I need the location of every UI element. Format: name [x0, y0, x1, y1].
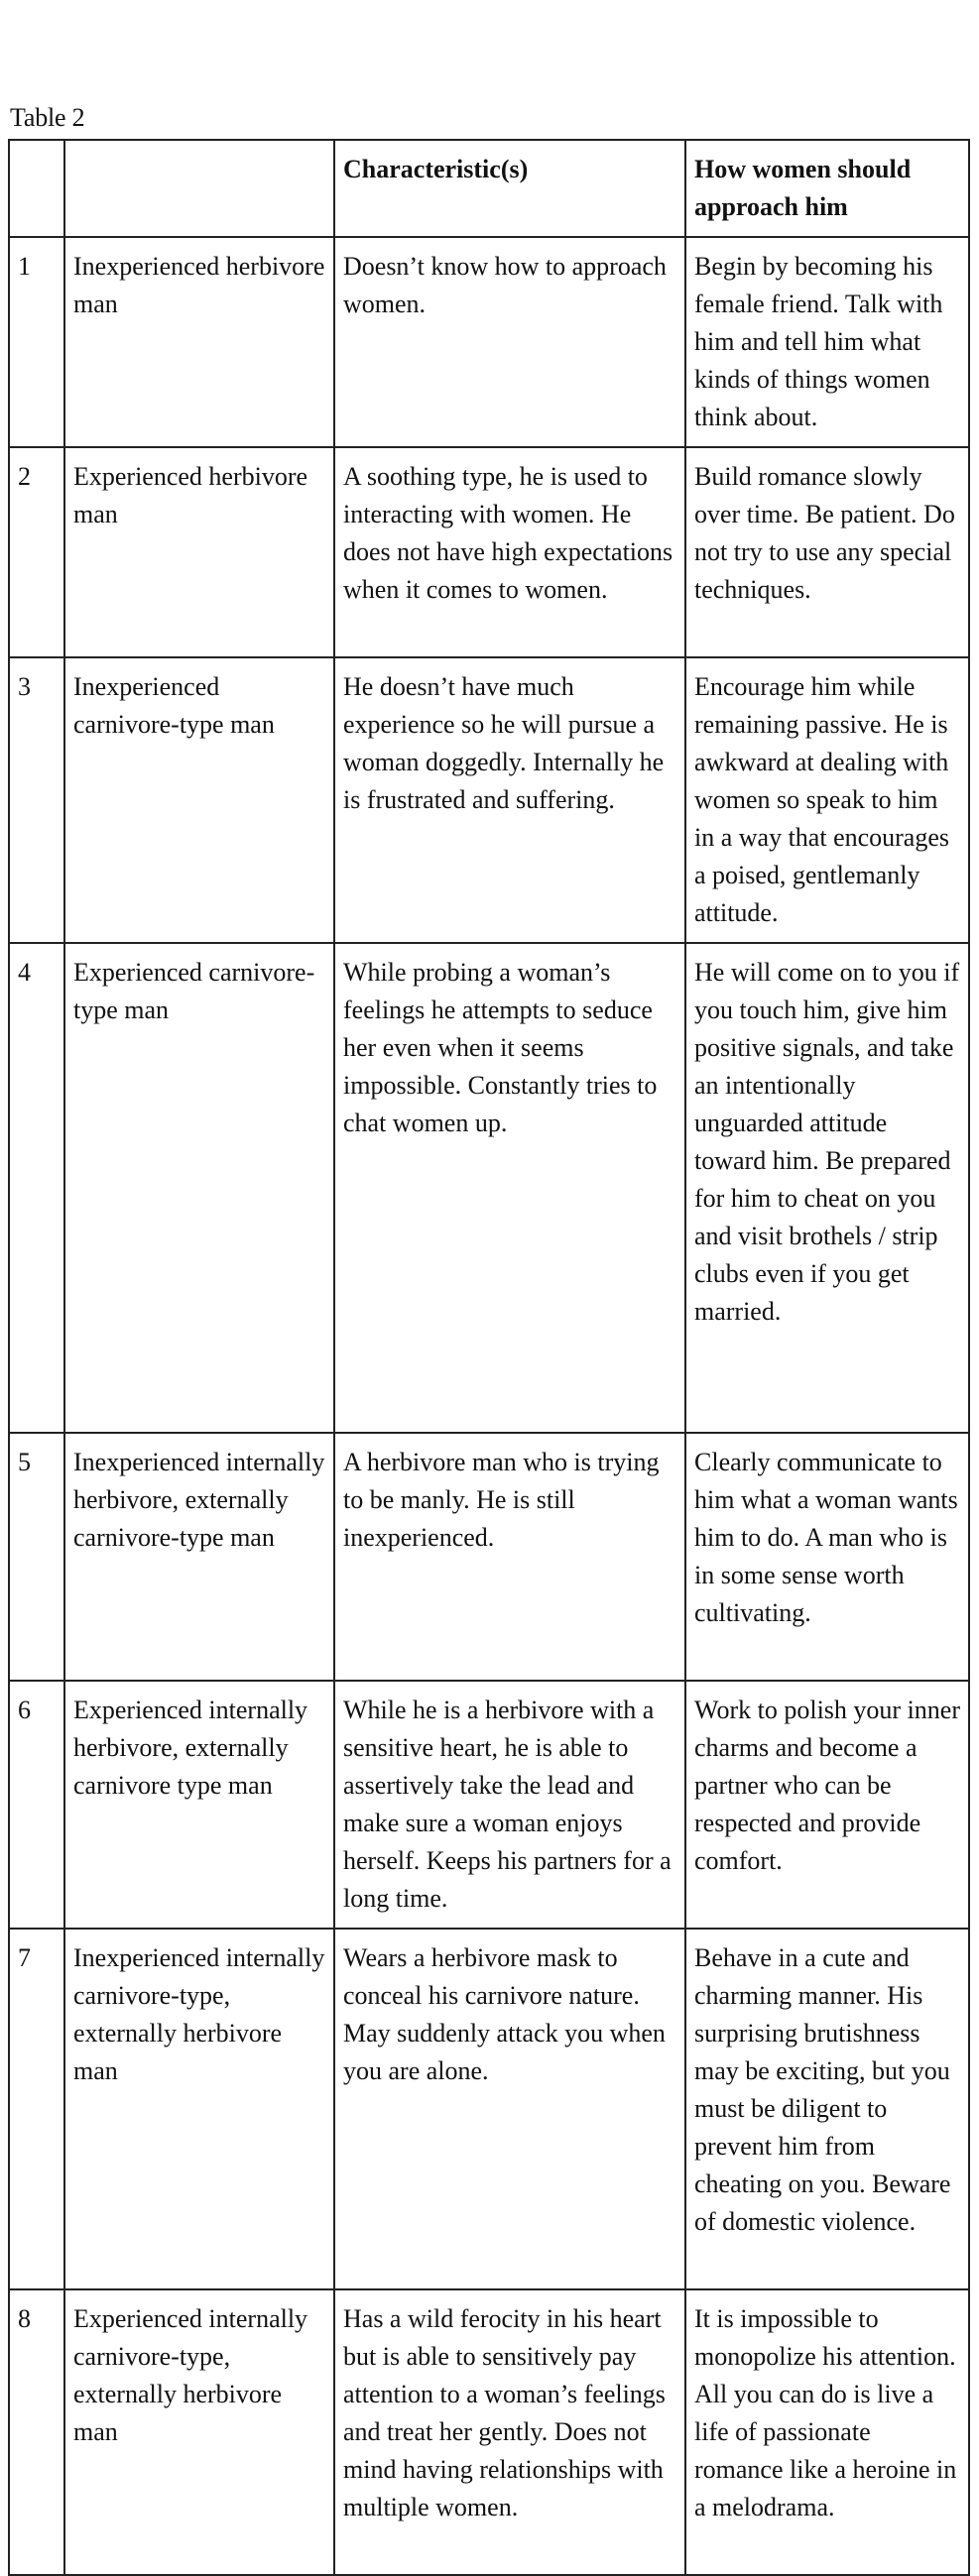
- row-characteristics: He doesn’t have much experience so he will pursue a woman doggedly. Internally he is frustrated and suffering.: [334, 657, 685, 943]
- header-type-cell: [64, 140, 334, 237]
- table-row: [9, 447, 969, 657]
- table-row: [9, 1681, 969, 1929]
- row-characteristics: While probing a woman’s feelings he attempts to seduce her even when it seems impossible. Constantly tries to chat women up.: [334, 943, 685, 1433]
- row-type: Experienced carnivore-type man: [64, 943, 334, 1433]
- row-approach: He will come on to you if you touch him, give him positive signals, and take an intentionally unguarded attitude toward him. Be prepared for him to cheat on you and visit brothels / strip clubs even if you get married.: [685, 943, 969, 1433]
- row-type: Inexperienced internally herbivore, externally carnivore-type man: [64, 1433, 334, 1681]
- row-characteristics: A herbivore man who is trying to be manly. He is still inexperienced.: [334, 1433, 685, 1681]
- header-number-cell: [9, 140, 64, 237]
- row-number: 5: [9, 1433, 64, 1681]
- row-type: Inexperienced internally carnivore-type, externally herbivore man: [64, 1929, 334, 2289]
- table-row: [9, 237, 969, 447]
- row-characteristics: While he is a herbivore with a sensitive heart, he is able to assertively take the lead and make sure a woman enjoys herself. Keeps his partners for a long time.: [334, 1681, 685, 1929]
- row-characteristics: Has a wild ferocity in his heart but is able to sensitively pay attention to a woman’s feelings and treat her gently. Does not mind having relationships with multiple women.: [334, 2289, 685, 2575]
- row-type: Inexperienced carnivore-type man: [64, 657, 334, 943]
- row-number: 2: [9, 447, 64, 657]
- row-approach: Clearly communicate to him what a woman wants him to do. A man who is in some sense worth cultivating.: [685, 1433, 969, 1681]
- row-approach: It is impossible to monopolize his attention. All you can do is live a life of passionate romance like a heroine in a melodrama.: [685, 2289, 969, 2575]
- row-approach: Begin by becoming his female friend. Talk with him and tell him what kinds of things women think about.: [685, 237, 969, 447]
- row-number: 6: [9, 1681, 64, 1929]
- table-row: [9, 943, 969, 1433]
- header-approach: How women should approach him: [685, 140, 969, 237]
- man-types-table: [8, 139, 970, 2576]
- row-approach: Encourage him while remaining passive. He is awkward at dealing with women so speak to him in a way that encourages a poised, gentlemanly attitude.: [685, 657, 969, 943]
- table-row: [9, 1929, 969, 2289]
- row-number: 8: [9, 2289, 64, 2575]
- row-approach: Work to polish your inner charms and become a partner who can be respected and provide comfort.: [685, 1681, 969, 1929]
- table-header-row: [9, 140, 969, 237]
- row-characteristics: A soothing type, he is used to interacting with women. He does not have high expectations when it comes to women.: [334, 447, 685, 657]
- row-type: Experienced internally herbivore, externally carnivore type man: [64, 1681, 334, 1929]
- row-approach: Behave in a cute and charming manner. His surprising brutishness may be exciting, but you must be diligent to prevent him from cheating on you. Beware of domestic violence.: [685, 1929, 969, 2289]
- row-approach: Build romance slowly over time. Be patient. Do not try to use any special techniques.: [685, 447, 969, 657]
- row-number: 4: [9, 943, 64, 1433]
- row-type: Experienced herbivore man: [64, 447, 334, 657]
- table-row: [9, 2289, 969, 2575]
- row-type: Inexperienced herbivore man: [64, 237, 334, 447]
- row-number: 1: [9, 237, 64, 447]
- row-number: 7: [9, 1929, 64, 2289]
- row-type: Experienced internally carnivore-type, externally herbivore man: [64, 2289, 334, 2575]
- row-number: 3: [9, 657, 64, 943]
- table-row: [9, 657, 969, 943]
- row-characteristics: Wears a herbivore mask to conceal his carnivore nature. May suddenly attack you when you are alone.: [334, 1929, 685, 2289]
- table-row: [9, 1433, 969, 1681]
- table-caption: Table 2: [10, 103, 85, 132]
- row-characteristics: Doesn’t know how to approach women.: [334, 237, 685, 447]
- header-characteristics: Characteristic(s): [334, 140, 685, 237]
